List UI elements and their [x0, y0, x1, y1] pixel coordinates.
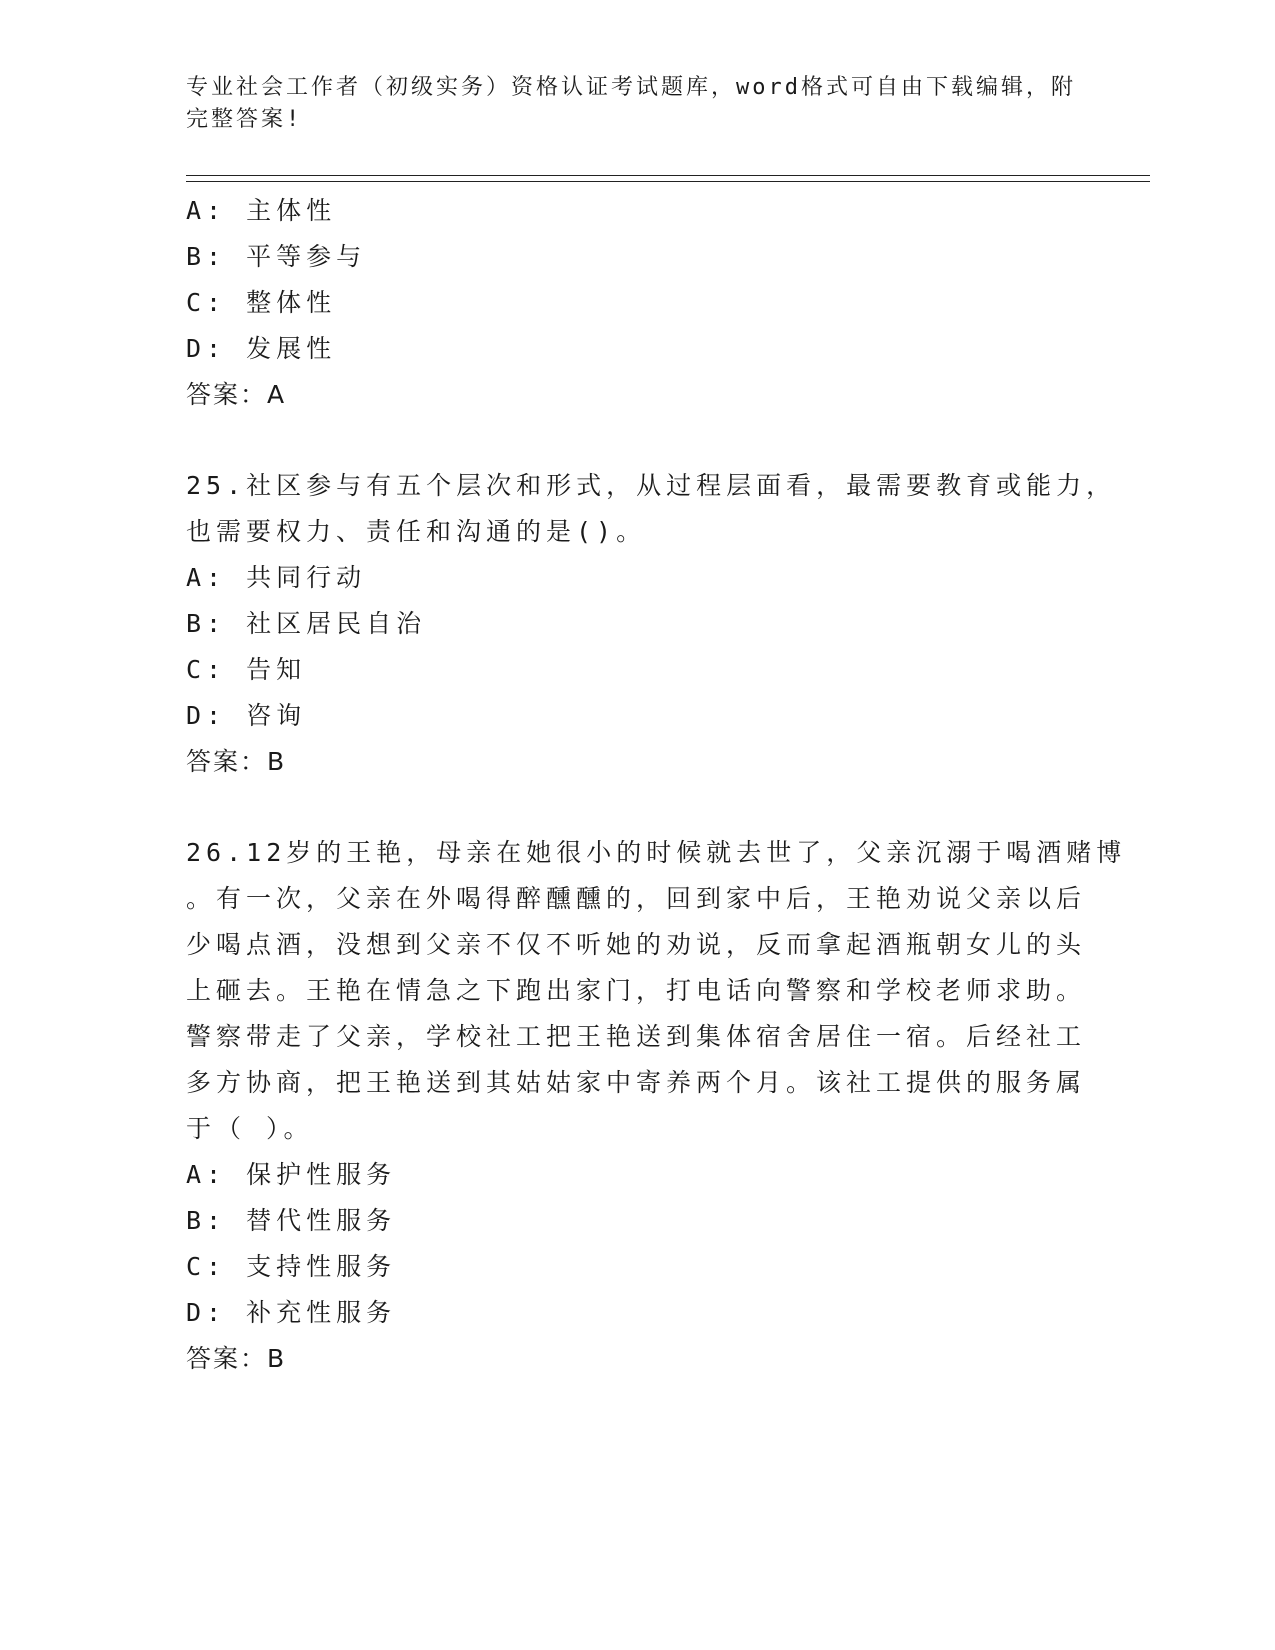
question-26-text-line-4: 上砸去。王艳在情急之下跑出家门，打电话向警察和学校老师求助。 [186, 976, 1087, 1005]
answer-label: 答案：B [186, 1344, 287, 1373]
option-a: A: 保护性服务 [186, 1160, 397, 1189]
option-a: A: 主体性 [186, 196, 337, 225]
header-divider-bottom [186, 181, 1150, 182]
prev-question-block [186, 188, 1086, 418]
question-26-text-line-2: 。有一次，父亲在外喝得醉醺醺的，回到家中后，王艳劝说父亲以后 [186, 884, 1087, 913]
question-25-text-line-2: 也需要权力、责任和沟通的是()。 [186, 517, 647, 546]
option-c: C: 整体性 [186, 288, 337, 317]
option-c: C: 支持性服务 [186, 1252, 397, 1281]
option-d: D: 咨询 [186, 701, 307, 730]
option-b: B: 社区居民自治 [186, 609, 427, 638]
option-b: B: 平等参与 [186, 242, 367, 271]
option-a: A: 共同行动 [186, 563, 367, 592]
question-26-block [186, 830, 1127, 1382]
question-25-text-line-1: 25.社区参与有五个层次和形式，从过程层面看，最需要教育或能力， [186, 471, 1117, 500]
option-d: D: 补充性服务 [186, 1298, 397, 1327]
option-c: C: 告知 [186, 655, 307, 684]
question-26-text-line-6: 多方协商，把王艳送到其姑姑家中寄养两个月。该社工提供的服务属 [186, 1068, 1087, 1097]
question-25-block [186, 463, 1117, 785]
answer-label: 答案：A [186, 380, 287, 409]
question-26-text-line-7: 于（ ）。 [186, 1114, 314, 1143]
document-header [186, 72, 1086, 136]
answer-label: 答案：B [186, 747, 287, 776]
question-26-text-line-3: 少喝点酒，没想到父亲不仅不听她的劝说，反而拿起酒瓶朝女儿的头 [186, 930, 1087, 959]
question-content [186, 188, 1127, 1382]
question-26-text-line-5: 警察带走了父亲，学校社工把王艳送到集体宿舍居住一宿。后经社工 [186, 1022, 1087, 1051]
question-26-text-line-1: 26.12岁的王艳，母亲在她很小的时候就去世了，父亲沉溺于喝酒赌博 [186, 838, 1127, 867]
header-divider-top [186, 175, 1150, 176]
option-b: B: 替代性服务 [186, 1206, 397, 1235]
header-line-1: 专业社会工作者（初级实务）资格认证考试题库，word格式可自由下载编辑，附 [186, 75, 1076, 100]
header-line-2: 完整答案! [186, 107, 303, 132]
option-d: D: 发展性 [186, 334, 337, 363]
